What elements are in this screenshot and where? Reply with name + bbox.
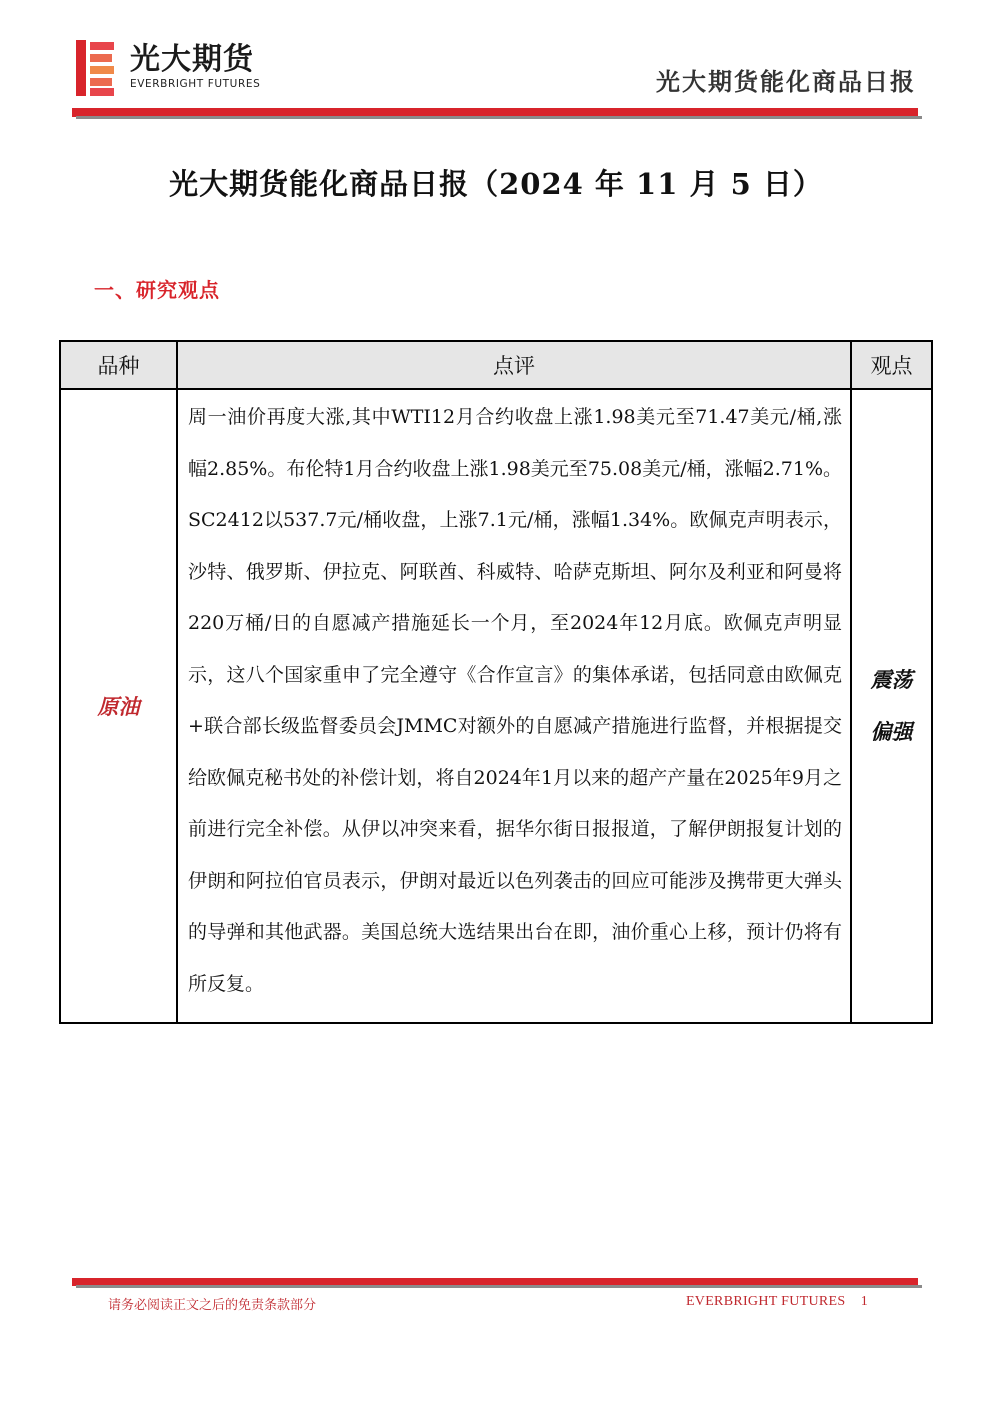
header-view: 观点 — [851, 341, 932, 389]
research-view-table — [59, 340, 933, 1024]
page-number: 1 — [860, 1294, 868, 1309]
document-title: 光大期货能化商品日报（2024 年 11 月 5 日） — [169, 167, 823, 201]
everbright-logo-icon — [76, 40, 116, 96]
variety-cell: 原油 — [60, 389, 177, 1023]
disclaimer-note: 请务必阅读正文之后的免责条款部分 — [108, 1298, 317, 1313]
footer-brand: EVERBRIGHT FUTURES — [685, 1294, 846, 1309]
table-row — [60, 389, 932, 1023]
section-heading: 一、研究观点 — [94, 278, 220, 302]
header-divider-shadow — [76, 116, 922, 119]
comment-cell: 周一油价再度大涨,其中WTI12月合约收盘上涨1.98美元至71.47美元/桶,涨幅2.85%。布伦特1月合约收盘上涨1.98美元至75.08美元/桶，涨幅2.71%。SC2412以537.7元/桶收盘，上涨7.1元/桶，涨幅1.34%。欧佩克声明表示，沙特、俄罗斯、伊拉克、阿联酋、科威特、哈萨克斯坦、阿尔及利亚和阿曼将220万桶/日的自愿减产措施延长一个月，至2024年12月底。欧佩克声明显示，这八个国家重申了完全遵守《合作宣言》的集体承诺，包括同意由欧佩克+联合部长级监督委员会JMMC对额外的自愿减产措施进行监督，并根据提交给欧佩克秘书处的补偿计划，将自2024年1月以来的超产产量在2025年9月之前进行完全补偿。从伊以冲突来看，据华尔街日报报道，了解伊朗报复计划的伊朗和阿拉伯官员表示，伊朗对最近以色列袭击的回应可能涉及携带更大弹头的导弹和其他武器。美国总统大选结果出台在即，油价重心上移，预计仍将有所反复。 — [177, 389, 851, 1023]
header-variety: 品种 — [60, 341, 177, 389]
logo-english-name: EVERBRIGHT FUTURES — [130, 78, 261, 90]
logo-chinese-name: 光大期货 — [130, 42, 254, 77]
table-header-row — [60, 341, 932, 389]
view-line-2: 偏强 — [870, 719, 913, 744]
footer-divider-shadow — [76, 1285, 922, 1288]
page-header — [0, 0, 992, 120]
header-report-name: 光大期货能化商品日报 — [656, 67, 916, 96]
logo-text — [130, 44, 260, 90]
view-line-1: 震荡 — [870, 667, 913, 692]
view-cell — [851, 389, 932, 1023]
footer-brand-page — [686, 1294, 868, 1310]
header-comment: 点评 — [177, 341, 851, 389]
